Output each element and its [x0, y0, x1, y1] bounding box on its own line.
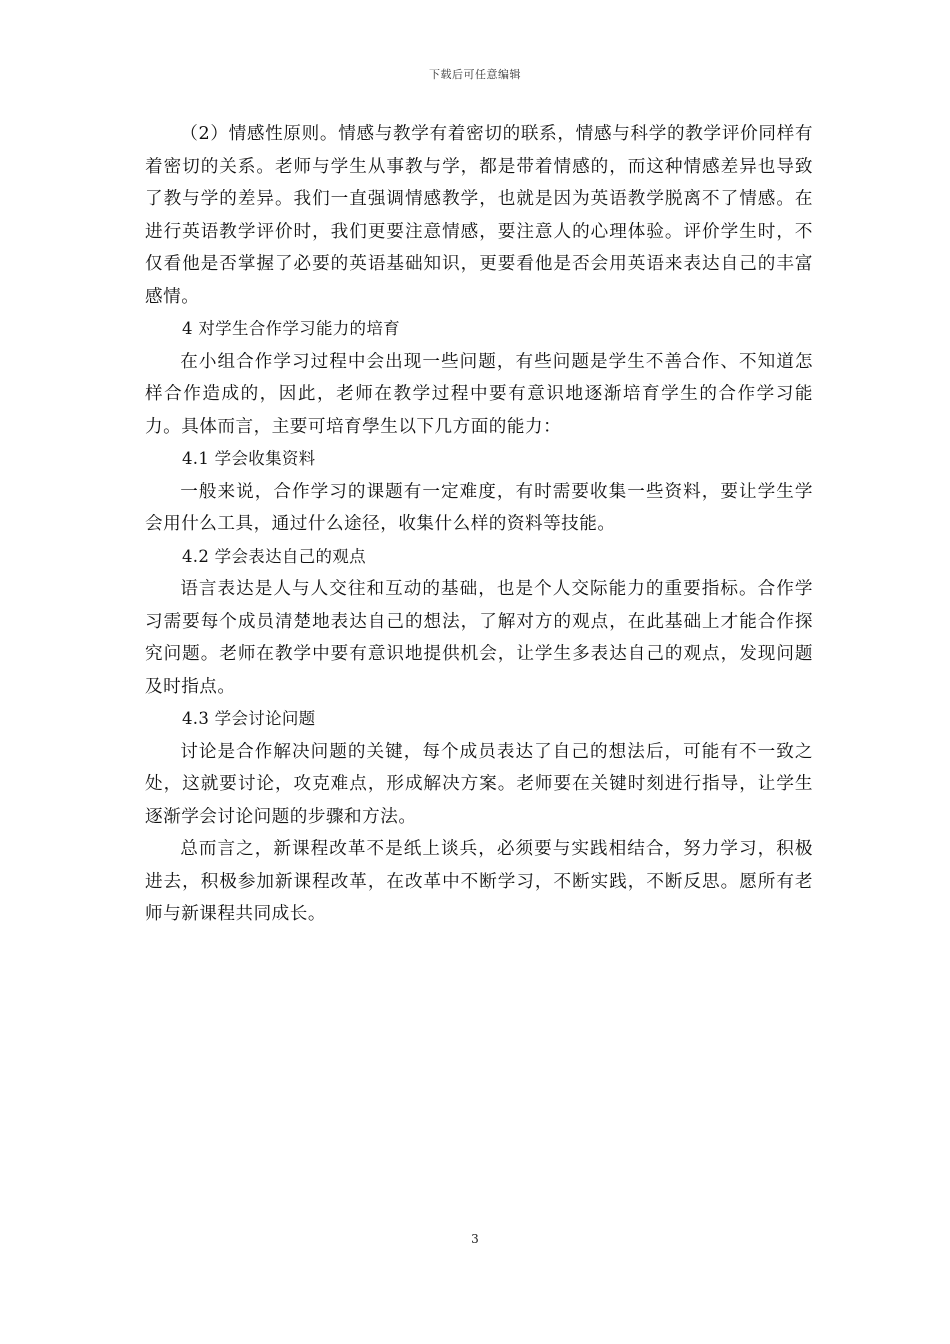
paragraph-conclusion: 总而言之，新课程改革不是纸上谈兵，必须要与实践相结合，努力学习，积极进去，积极参加新课程改革，在改革中不断学习，不断实践，不断反思。愿所有老师与新课程共同成长。	[145, 839, 813, 924]
paragraph-express-views: 语言表达是人与人交往和互动的基础，也是个人交际能力的重要指标。合作学习需要每个成员清楚地表达自己的想法，了解对方的观点，在此基础上才能合作探究问题。老师在教学中要有意识地提供机会，让学生多表达自己的观点，发现问题及时指点。	[145, 579, 813, 697]
section-heading-4-2: 4.2 学会表达自己的观点	[182, 546, 366, 566]
paragraph-discuss-problems: 讨论是合作解决问题的关键，每个成员表达了自己的想法后，可能有不一致之处，这就要讨论，攻克难点，形成解决方案。老师要在关键时刻进行指导，让学生逐渐学会讨论问题的步骤和方法。	[145, 741, 813, 827]
paragraph-cooperative-learning-intro: 在小组合作学习过程中会出现一些问题，有些问题是学生不善合作、不知道怎样合作造成的，因此，老师在教学过程中要有意识地逐渐培育学生的合作学习能力。具体而言，主要可培育學生以下几方面的能力：	[145, 351, 813, 437]
paragraph-emotional-principle: （2）情感性原则。情感与教学有着密切的联系，情感与科学的教学评价同样有着密切的关系。老师与学生从事教与学，都是带着情感的，而这种情感差异也导致了教与学的差异。我们一直强调情感教学，也就是因为英语教学脱离不了情感。在进行英语教学评价时，我们更要注意情感，要注意人的心理体验。评价学生时，不仅看他是否掌握了必要的英语基础知识，更要看他是否会用英语来表达自己的丰富感情。	[145, 124, 813, 307]
section-heading-4-3: 4.3 学会讨论问题	[182, 709, 316, 728]
page-number: 3	[471, 1232, 479, 1246]
document-body	[145, 118, 813, 931]
section-heading-4: 4 对学生合作学习能力的培育	[182, 319, 400, 338]
page-header: 下载后可任意编辑	[429, 68, 521, 81]
paragraph-collect-materials: 一般来说，合作学习的课题有一定难度，有时需要收集一些资料，要让学生学会用什么工具，通过什么途径，收集什么样的资料等技能。	[145, 481, 813, 534]
section-heading-4-1: 4.1 学会收集资料	[182, 449, 316, 468]
